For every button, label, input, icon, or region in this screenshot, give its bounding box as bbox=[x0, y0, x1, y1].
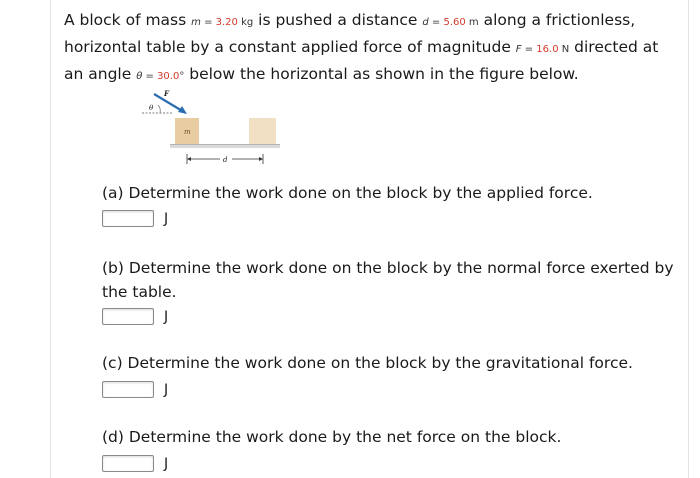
force-variable: F = 16.0 N bbox=[515, 44, 570, 55]
part-a-unit: J bbox=[164, 210, 169, 227]
angle-variable: θ = 30.0° bbox=[136, 71, 185, 82]
part-b-unit: J bbox=[164, 308, 169, 325]
distance-value: 5.60 bbox=[443, 17, 466, 28]
part-d-unit: J bbox=[164, 455, 169, 472]
problem-statement bbox=[64, 8, 676, 89]
part-c-answer-row bbox=[102, 381, 168, 398]
block-final bbox=[249, 118, 276, 144]
angle-arc bbox=[158, 105, 160, 113]
mass-variable: m = 3.20 kg bbox=[191, 17, 254, 28]
right-border bbox=[688, 0, 689, 478]
part-b-answer-input[interactable] bbox=[102, 308, 154, 325]
angle-value: 30.0 bbox=[157, 71, 180, 82]
force-arrow bbox=[154, 94, 184, 112]
mass-value: 3.20 bbox=[215, 17, 238, 28]
force-value: 16.0 bbox=[536, 44, 559, 55]
problem-text-5: below the horizontal as shown in the figure below. bbox=[184, 65, 579, 83]
left-border bbox=[50, 0, 51, 478]
distance-label: d bbox=[223, 156, 228, 164]
problem-text-4: directed at an angle bbox=[64, 38, 659, 83]
part-b-answer-row bbox=[102, 308, 168, 325]
part-d-answer-input[interactable] bbox=[102, 455, 154, 472]
problem-text-1: A block of mass bbox=[64, 11, 192, 29]
distance-variable: d = 5.60 m bbox=[422, 17, 479, 28]
part-c-answer-input[interactable] bbox=[102, 381, 154, 398]
part-b-question: (b) Determine the work done on the block by the normal force exerted by the table. bbox=[102, 259, 674, 301]
part-a-answer-input[interactable] bbox=[102, 210, 154, 227]
problem-text-3: along a frictionless, horizontal table by a constant applied force of magnitude bbox=[64, 11, 636, 56]
mass-label: m bbox=[184, 128, 191, 136]
force-arrowhead bbox=[178, 106, 187, 114]
part-d-question: (d) Determine the work done by the net force on the block. bbox=[102, 428, 562, 446]
part-c-unit: J bbox=[164, 381, 169, 398]
physics-figure bbox=[140, 88, 290, 168]
part-a-question: (a) Determine the work done on the block by the applied force. bbox=[102, 184, 593, 202]
part-c-question: (c) Determine the work done on the block by the gravitational force. bbox=[102, 354, 633, 372]
force-label: F bbox=[164, 89, 169, 98]
angle-label: θ bbox=[149, 104, 154, 112]
part-d-answer-row bbox=[102, 455, 168, 472]
problem-text-2: is pushed a distance bbox=[253, 11, 423, 29]
part-a-answer-row bbox=[102, 210, 168, 227]
